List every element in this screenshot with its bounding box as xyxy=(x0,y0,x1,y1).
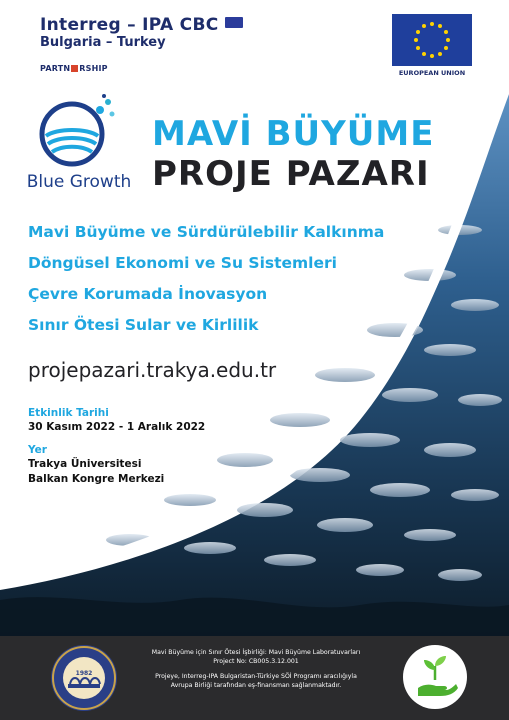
topic-item: Döngüsel Ekonomi ve Su Sistemleri xyxy=(28,254,337,272)
event-info xyxy=(28,406,205,487)
topic-item: Sınır Ötesi Sular ve Kirlilik xyxy=(28,316,259,334)
eu-logo xyxy=(392,14,472,77)
footer-line-1: Mavi Büyüme için Sınır Ötesi İşbirliği: Mavi Büyüme Laboratuvarları xyxy=(151,649,361,656)
title-line-2: PROJE PAZARI xyxy=(152,154,430,194)
eu-flag-icon xyxy=(392,14,472,66)
topics-list xyxy=(28,222,384,346)
blue-growth-logo xyxy=(20,92,138,202)
eu-flag-mini-icon xyxy=(225,17,243,28)
footer-line-3: Projeye, Interreg-IPA Bulgaristan-Türkiye SÖİ Programı aracılığıyla xyxy=(155,673,357,680)
place-label: Yer xyxy=(28,444,47,456)
blue-growth-name: Blue Growth xyxy=(26,172,132,192)
partnership-label: PARTN RSHIP xyxy=(40,64,108,73)
interreg-header xyxy=(40,16,243,52)
partnership-mark-icon xyxy=(71,65,78,72)
place-line-1: Trakya Üniversitesi xyxy=(28,458,142,470)
date-value: 30 Kasım 2022 - 1 Aralık 2022 xyxy=(28,421,206,433)
trakya-university-seal-icon xyxy=(50,644,118,712)
website-url[interactable]: projepazari.trakya.edu.tr xyxy=(28,358,277,382)
eu-label: EUROPEAN UNION xyxy=(398,69,466,77)
topic-item: Mavi Büyüme ve Sürdürülebilir Kalkınma xyxy=(28,223,385,241)
footer-line-2: Project No: CB005.3.12.001 xyxy=(213,658,299,665)
hand-plant-icon xyxy=(402,644,468,710)
footer-text xyxy=(128,648,384,690)
program-title: Interreg – IPA CBC xyxy=(40,15,219,35)
footer-line-4: Avrupa Birliği tarafından eş-finansman sağlanmaktadır. xyxy=(170,682,342,689)
blue-growth-emblem-icon xyxy=(20,92,138,172)
place-line-2: Balkan Kongre Merkezi xyxy=(28,473,165,485)
date-label: Etkinlik Tarihi xyxy=(28,407,109,419)
footer xyxy=(0,636,509,720)
title-line-1: MAVİ BÜYÜME xyxy=(152,114,435,154)
program-subtitle: Bulgaria – Turkey xyxy=(40,35,166,50)
seal-year: 1982 xyxy=(75,670,93,677)
topic-item: Çevre Korumada İnovasyon xyxy=(28,285,268,303)
